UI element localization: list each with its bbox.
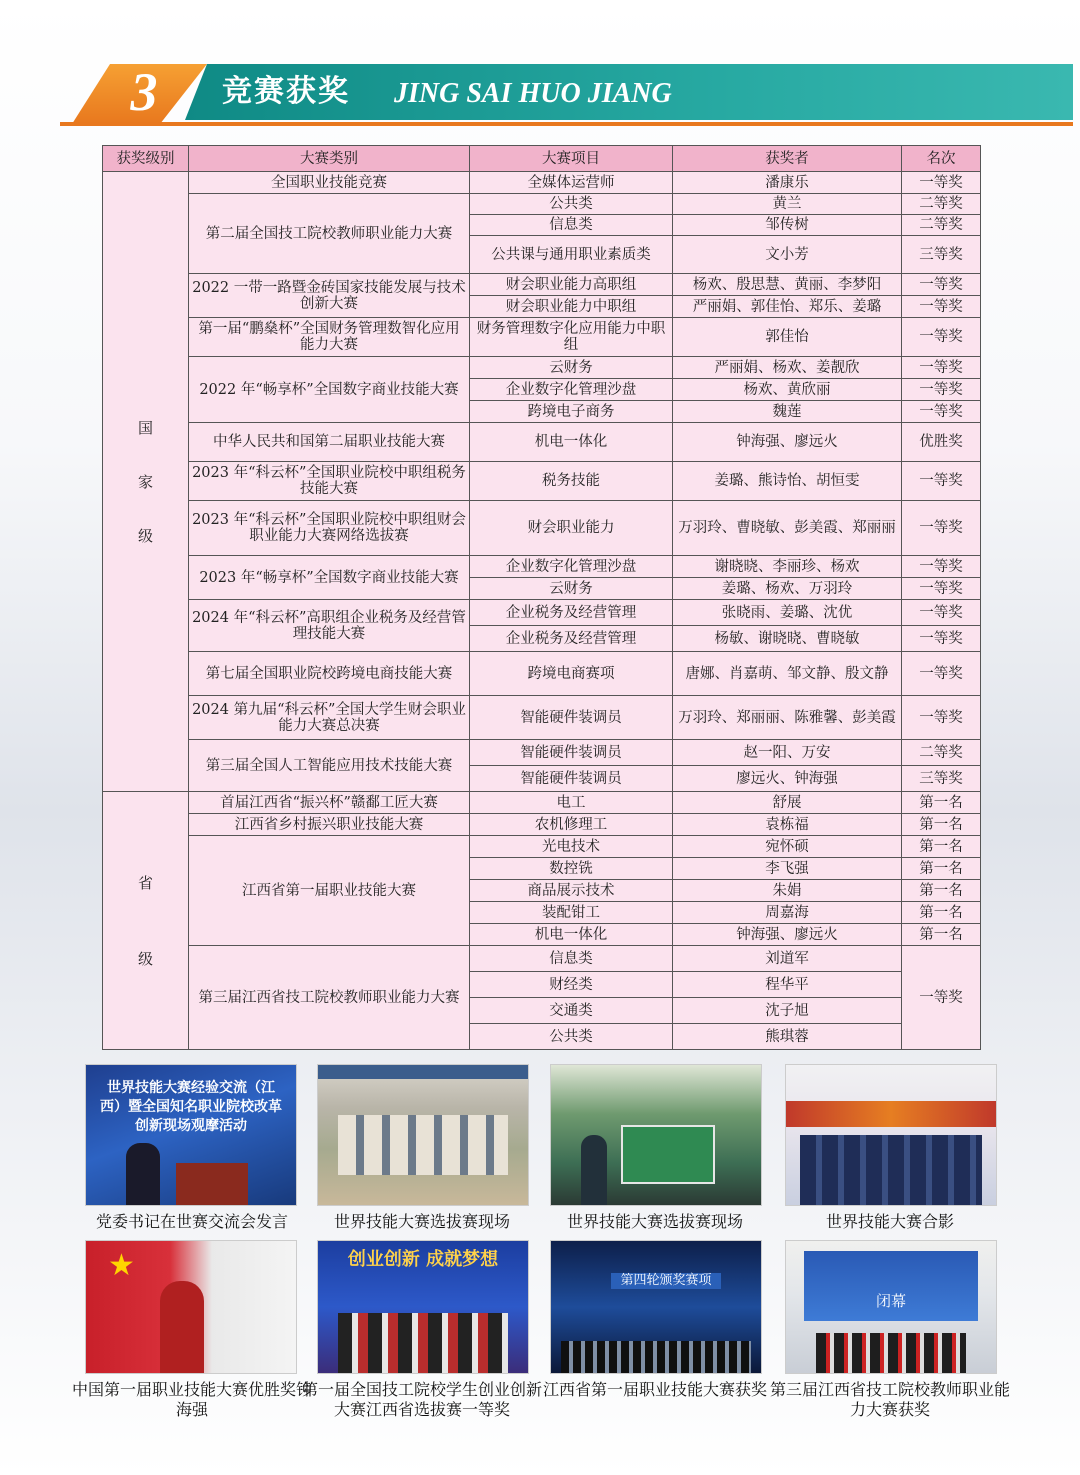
project-cell: 财会职业能力 <box>470 501 673 556</box>
rank-cell: 优胜奖 <box>902 423 981 462</box>
winner-cell: 万羽玲、曹晓敏、彭美霞、郑丽丽 <box>673 501 902 556</box>
photo-contest-hall-1 <box>317 1064 529 1206</box>
project-cell: 云财务 <box>470 578 673 600</box>
table-row <box>103 652 981 696</box>
table-row <box>103 792 981 814</box>
speaker-figure <box>126 1143 160 1205</box>
photo-overlay-text: 闭幕 <box>875 1292 906 1310</box>
project-cell: 信息类 <box>470 215 673 236</box>
photo-caption: 中国第一届职业技能大赛优胜奖钟海强 <box>72 1380 313 1419</box>
project-cell: 跨境电子商务 <box>470 401 673 423</box>
winner-cell: 文小芳 <box>673 236 902 274</box>
level-provincial <box>103 792 189 1050</box>
table-row <box>103 357 981 379</box>
rank-cell: 二等奖 <box>902 194 981 215</box>
winner-cell: 钟海强、廖远火 <box>673 924 902 946</box>
contest-cell: 2022 一带一路暨金砖国家技能发展与技术创新大赛 <box>189 274 470 318</box>
rank-cell: 一等奖 <box>902 652 981 696</box>
rank-cell: 第一名 <box>902 880 981 902</box>
winner-cell: 刘道军 <box>673 946 902 972</box>
column-header: 获奖者 <box>673 146 902 172</box>
project-cell: 公共类 <box>470 194 673 215</box>
column-header: 名次 <box>902 146 981 172</box>
competition-board <box>621 1125 715 1184</box>
photo-caption: 世界技能大赛选拔赛现场 <box>566 1212 743 1231</box>
rank-cell: 二等奖 <box>902 215 981 236</box>
project-cell: 财务管理数字化应用能力中职组 <box>470 318 673 357</box>
table-row <box>103 946 981 972</box>
photo-overlay-text: 第四轮颁奖赛项 <box>611 1273 721 1289</box>
winner-cell: 杨敏、谢晓晓、曹晓敏 <box>673 626 902 652</box>
project-cell: 税务技能 <box>470 462 673 501</box>
winner-cell: 姜璐、杨欢、万羽玲 <box>673 578 902 600</box>
winner-cell: 谢晓晓、李丽珍、杨欢 <box>673 556 902 578</box>
project-cell: 光电技术 <box>470 836 673 858</box>
project-cell: 智能硬件装调员 <box>470 696 673 740</box>
project-cell: 机电一体化 <box>470 924 673 946</box>
photo-caption: 第一届全国技工院校学生创业创新大赛江西省选拔赛一等奖 <box>302 1380 543 1419</box>
winner-cell: 严丽娟、郭佳怡、郑乐、姜璐 <box>673 296 902 318</box>
winner-cell: 万羽玲、郑丽丽、陈雅馨、彭美霞 <box>673 696 902 740</box>
contest-cell: 第三届全国人工智能应用技术技能大赛 <box>189 740 470 792</box>
column-header: 大赛类别 <box>189 146 470 172</box>
project-cell: 企业数字化管理沙盘 <box>470 379 673 401</box>
rank-cell: 第一名 <box>902 814 981 836</box>
project-cell: 信息类 <box>470 946 673 972</box>
winner-cell: 郭佳怡 <box>673 318 902 357</box>
winner-cell: 赵一阳、万安 <box>673 740 902 766</box>
photo-startup-contest <box>317 1240 529 1374</box>
contest-cell: 2023 年“畅享杯”全国数字商业技能大赛 <box>189 556 470 600</box>
contest-cell: 2022 年“畅享杯”全国数字商业技能大赛 <box>189 357 470 423</box>
award-group <box>338 1313 508 1373</box>
table-row <box>103 423 981 462</box>
winner-cell: 廖远火、钟海强 <box>673 766 902 792</box>
section-title: 竞赛获奖 <box>222 74 350 109</box>
project-cell: 财会职业能力高职组 <box>470 274 673 296</box>
contest-cell: 全国职业技能竞赛 <box>189 172 470 194</box>
winner-cell: 邹传树 <box>673 215 902 236</box>
project-cell: 企业税务及经营管理 <box>470 626 673 652</box>
awards-table <box>102 145 981 1050</box>
winner-cell: 沈子旭 <box>673 998 902 1024</box>
winner-cell: 杨欢、殷思慧、黄丽、李梦阳 <box>673 274 902 296</box>
stage-group <box>816 1333 966 1373</box>
winner-cell: 黄兰 <box>673 194 902 215</box>
photo-caption: 第三届江西省技工院校教师职业能力大赛获奖 <box>770 1380 1011 1419</box>
project-cell: 装配钳工 <box>470 902 673 924</box>
winner-cell: 严丽娟、杨欢、姜靓欣 <box>673 357 902 379</box>
photo-caption: 江西省第一届职业技能大赛获奖 <box>542 1380 767 1399</box>
rank-cell: 一等奖 <box>902 501 981 556</box>
project-cell: 智能硬件装调员 <box>470 740 673 766</box>
level-label: 国家级 <box>137 418 153 545</box>
rank-cell: 三等奖 <box>902 236 981 274</box>
project-cell: 电工 <box>470 792 673 814</box>
winner-cell: 潘康乐 <box>673 172 902 194</box>
project-cell: 交通类 <box>470 998 673 1024</box>
project-cell: 跨境电商赛项 <box>470 652 673 696</box>
contest-cell: 第三届江西省技工院校教师职业能力大赛 <box>189 946 470 1050</box>
project-cell: 云财务 <box>470 357 673 379</box>
rank-cell: 一等奖 <box>902 556 981 578</box>
winner-cell: 钟海强、廖远火 <box>673 423 902 462</box>
project-cell: 农机修理工 <box>470 814 673 836</box>
contest-cell: 江西省第一届职业技能大赛 <box>189 836 470 946</box>
rank-cell: 第一名 <box>902 836 981 858</box>
rank-cell: 第一名 <box>902 902 981 924</box>
hall-banner <box>318 1065 528 1079</box>
event-banner <box>786 1101 996 1127</box>
contest-cell: 中华人民共和国第二届职业技能大赛 <box>189 423 470 462</box>
photo-forum-speech <box>85 1064 297 1206</box>
rank-cell: 一等奖 <box>902 600 981 626</box>
rank-cell: 第一名 <box>902 858 981 880</box>
project-cell: 公共课与通用职业素质类 <box>470 236 673 274</box>
winner-cell: 舒展 <box>673 792 902 814</box>
winner-cell: 袁栋福 <box>673 814 902 836</box>
rank-cell: 一等奖 <box>902 318 981 357</box>
photo-group-worldskills <box>785 1064 997 1206</box>
winner-cell: 熊琪蓉 <box>673 1024 902 1050</box>
photo-teacher-contest <box>785 1240 997 1374</box>
contest-cell: 江西省乡村振兴职业技能大赛 <box>189 814 470 836</box>
level-national <box>103 172 189 792</box>
photo-caption: 世界技能大赛合影 <box>825 1212 954 1231</box>
contest-cell: 2024 第九届“科云杯”全国大学生财会职业能力大赛总决赛 <box>189 696 470 740</box>
winner-cell: 张晓雨、姜璐、沈优 <box>673 600 902 626</box>
workstations <box>338 1115 508 1175</box>
project-cell: 财经类 <box>470 972 673 998</box>
project-cell: 公共类 <box>470 1024 673 1050</box>
table-row <box>103 600 981 626</box>
rank-cell: 一等奖 <box>902 626 981 652</box>
table-row <box>103 194 981 215</box>
section-header <box>0 60 1080 128</box>
contest-cell: 第一届“鹏燊杯”全国财务管理数智化应用能力大赛 <box>189 318 470 357</box>
contest-cell: 第二届全国技工院校教师职业能力大赛 <box>189 194 470 274</box>
photo-caption: 世界技能大赛选拔赛现场 <box>333 1212 510 1231</box>
project-cell: 智能硬件装调员 <box>470 766 673 792</box>
photo-caption: 党委书记在世赛交流会发言 <box>95 1212 288 1231</box>
rank-cell: 第一名 <box>902 924 981 946</box>
photo-award-winner <box>85 1240 297 1374</box>
rank-cell: 二等奖 <box>902 740 981 766</box>
rank-cell: 一等奖 <box>902 172 981 194</box>
project-cell: 财会职业能力中职组 <box>470 296 673 318</box>
table-row <box>103 501 981 556</box>
table-row <box>103 318 981 357</box>
star-icon: ★ <box>108 1248 135 1283</box>
column-header: 大赛项目 <box>470 146 673 172</box>
contest-cell: 2023 年“科云杯”全国职业院校中职组税务技能大赛 <box>189 462 470 501</box>
winner-cell: 唐娜、肖嘉萌、邹文静、殷文静 <box>673 652 902 696</box>
rank-cell: 一等奖 <box>902 462 981 501</box>
contest-cell: 首届江西省“振兴杯”赣鄱工匠大赛 <box>189 792 470 814</box>
winner-cell: 姜璐、熊诗怡、胡恒雯 <box>673 462 902 501</box>
photo-contest-hall-2 <box>550 1064 762 1206</box>
table-row <box>103 740 981 766</box>
group-figures <box>800 1135 982 1205</box>
stage-group <box>561 1341 751 1373</box>
table-row <box>103 696 981 740</box>
rank-cell: 一等奖 <box>902 401 981 423</box>
rank-cell: 一等奖 <box>902 379 981 401</box>
table-row <box>103 462 981 501</box>
column-header: 获奖级别 <box>103 146 189 172</box>
contest-cell: 2024 年“科云杯”高职组企业税务及经营管理技能大赛 <box>189 600 470 652</box>
table-row <box>103 172 981 194</box>
winner-cell: 程华平 <box>673 972 902 998</box>
contestant-figure <box>581 1135 607 1205</box>
winner-cell: 宛怀硕 <box>673 836 902 858</box>
section-title-pinyin: JING SAI HUO JIANG <box>394 78 672 109</box>
rank-cell: 一等奖 <box>902 357 981 379</box>
table-row <box>103 836 981 858</box>
winner-cell: 周嘉海 <box>673 902 902 924</box>
section-number: 3 <box>130 62 158 122</box>
table-row <box>103 274 981 296</box>
rank-cell: 三等奖 <box>902 766 981 792</box>
winner-cell: 魏莲 <box>673 401 902 423</box>
project-cell: 数控铣 <box>470 858 673 880</box>
photo-overlay-text: 世界技能大赛经验交流（江西）暨全国知名职业院校改革创新现场观摩活动 <box>100 1080 282 1134</box>
header-underline <box>60 122 1073 126</box>
rank-cell: 一等奖 <box>902 696 981 740</box>
rank-cell: 第一名 <box>902 792 981 814</box>
photo-overlay-text: 创业创新 成就梦想 <box>347 1249 499 1270</box>
winner-cell: 李飞强 <box>673 858 902 880</box>
rank-cell: 一等奖 <box>902 296 981 318</box>
project-cell: 机电一体化 <box>470 423 673 462</box>
project-cell: 企业税务及经营管理 <box>470 600 673 626</box>
rank-cell: 一等奖 <box>902 274 981 296</box>
table-row <box>103 814 981 836</box>
winner-cell: 杨欢、黄欣丽 <box>673 379 902 401</box>
table-header-row <box>103 146 981 172</box>
table-row <box>103 556 981 578</box>
contest-cell: 第七届全国职业院校跨境电商技能大赛 <box>189 652 470 696</box>
winner-figure <box>160 1281 204 1373</box>
project-cell: 全媒体运营师 <box>470 172 673 194</box>
level-label: 省级 <box>137 873 153 968</box>
photo-provincial-ceremony <box>550 1240 762 1374</box>
contest-cell: 2023 年“科云杯”全国职业院校中职组财会职业能力大赛网络选拔赛 <box>189 501 470 556</box>
winner-cell: 朱娟 <box>673 880 902 902</box>
project-cell: 企业数字化管理沙盘 <box>470 556 673 578</box>
lectern <box>176 1163 248 1205</box>
rank-cell: 一等奖 <box>902 946 981 1050</box>
project-cell: 商品展示技术 <box>470 880 673 902</box>
rank-cell: 一等奖 <box>902 578 981 600</box>
